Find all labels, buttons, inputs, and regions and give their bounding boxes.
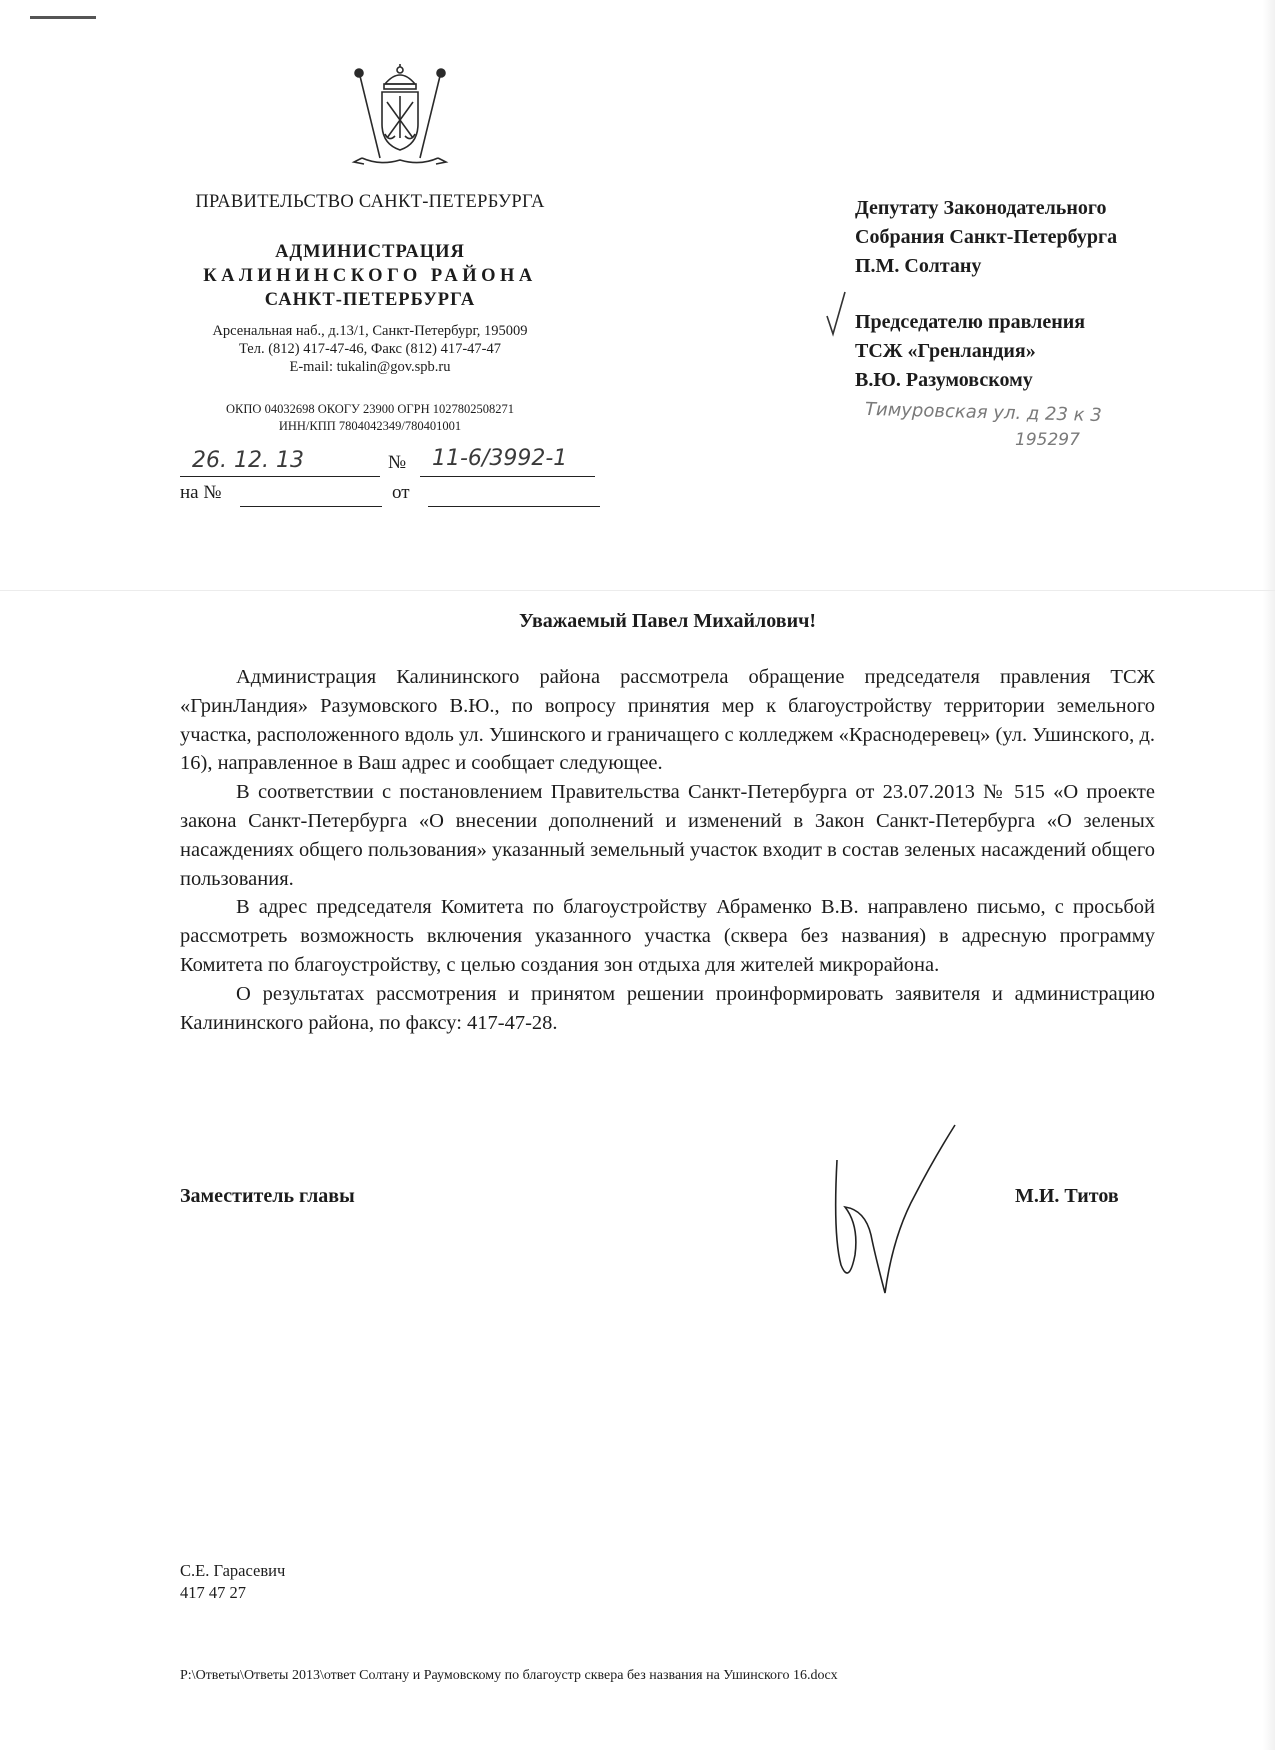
- executor-name: С.Е. Гарасевич: [180, 1561, 286, 1580]
- administration-line-1: АДМИНИСТРАЦИЯ: [275, 242, 465, 262]
- recipient-deputy: [855, 194, 1117, 281]
- recipient-deputy-line-1: Депутату Законодательного: [855, 197, 1107, 219]
- recipient-chairman-line-1: Председателю правления: [855, 311, 1086, 333]
- handwritten-signature-icon: [815, 1115, 975, 1305]
- date-handwritten: 26. 12. 13: [192, 448, 304, 473]
- signer-role: Заместитель главы: [180, 1185, 355, 1207]
- date-underline: [180, 476, 380, 477]
- paragraph-4: О результатах рассмотрения и принятом решении проинформировать заявителя и администрацию Калининского района, по факсу: 417-47-28.: [180, 982, 1155, 1034]
- in-reply-label: на №: [180, 482, 222, 503]
- contact-block: [150, 322, 590, 376]
- corner-mark: [30, 16, 96, 19]
- handwritten-address-note: Тимуровская ул. д 23 к 3: [864, 398, 1102, 427]
- letter-body: [180, 663, 1155, 1037]
- email: E-mail: tukalin@gov.spb.ru: [289, 359, 451, 375]
- check-mark-icon: [825, 290, 849, 342]
- administration-line-2: КАЛИНИНСКОГО РАЙОНА: [203, 266, 537, 286]
- paragraph-1: Администрация Калининского района рассмотрела обращение председателя правления ТСЖ «ГринЛандия» Разумовского В.Ю., по вопросу принятия мер к благоустройству территории земельного участка, расположенного вдоль ул. Ушинского и граничащего с колледжем «Краснодеревец» (ул. Ушинского, д. 16), направленное в Ваш адрес и сообщает следующее.: [180, 666, 1155, 775]
- from-label: от: [392, 482, 410, 503]
- paragraph-3: В адрес председателя Комитета по благоустройству Абраменко В.В. направлено письмо, с просьбой рассмотреть возможность включения указанного участка (сквера без названия) в адресную программу Комитета по благоустройству, с целью создания зон отдыха для жителей микрорайона.: [180, 896, 1155, 976]
- paragraph-2: В соответствии с постановлением Правительства Санкт-Петербурга от 23.07.2013 № 515 «О проекте закона Санкт-Петербурга «О внесении дополнений и изменений в Закон Санкт-Петербурга «О зеленых насаждениях общего пользования» указанный земельный участок входит в состав зеленых насаждений общего пользования.: [180, 781, 1155, 890]
- number-underline: [420, 476, 595, 477]
- recipient-chairman: [855, 308, 1085, 395]
- administration-line-3: САНКТ-ПЕТЕРБУРГА: [264, 290, 476, 310]
- postal-address: Арсенальная наб., д.13/1, Санкт-Петербург, 195009: [212, 323, 528, 339]
- executor-block: [180, 1560, 285, 1604]
- number-handwritten: 11-6/3992-1: [432, 446, 568, 471]
- recipient-deputy-line-3: П.М. Солтану: [855, 255, 982, 277]
- government-title: ПРАВИТЕЛЬСТВО САНКТ-ПЕТЕРБУРГА: [195, 192, 545, 212]
- number-label: №: [388, 452, 407, 473]
- recipient-chairman-line-3: В.Ю. Разумовскому: [855, 369, 1033, 391]
- salutation: Уважаемый Павел Михайлович!: [518, 610, 817, 632]
- administration-title: [150, 240, 590, 312]
- paper-fold-line: [0, 590, 1275, 591]
- scan-edge-shadow: [1263, 0, 1275, 1750]
- in-reply-underline: [240, 506, 382, 507]
- executor-phone: 417 47 27: [180, 1583, 246, 1602]
- st-petersburg-coat-of-arms-icon: [340, 62, 460, 170]
- registration-codes: [150, 401, 590, 435]
- from-underline: [428, 506, 600, 507]
- signer-name: М.И. Титов: [1015, 1185, 1119, 1207]
- codes-line-2: ИНН/КПП 7804042349/780401001: [278, 419, 462, 433]
- recipient-chairman-line-2: ТСЖ «Гренландия»: [855, 340, 1036, 362]
- codes-line-1: ОКПО 04032698 ОКОГУ 23900 ОГРН 1027802508271: [226, 402, 514, 416]
- recipient-deputy-line-2: Собрания Санкт-Петербурга: [855, 226, 1118, 248]
- handwritten-postcode-note: 195297: [1015, 430, 1080, 450]
- phone-fax: Тел. (812) 417-47-46, Факс (812) 417-47-47: [239, 341, 501, 357]
- file-path: P:\Ответы\Ответы 2013\ответ Солтану и Раумовскому по благоустр сквера без названия на Ушинского 16.docx: [180, 1668, 838, 1683]
